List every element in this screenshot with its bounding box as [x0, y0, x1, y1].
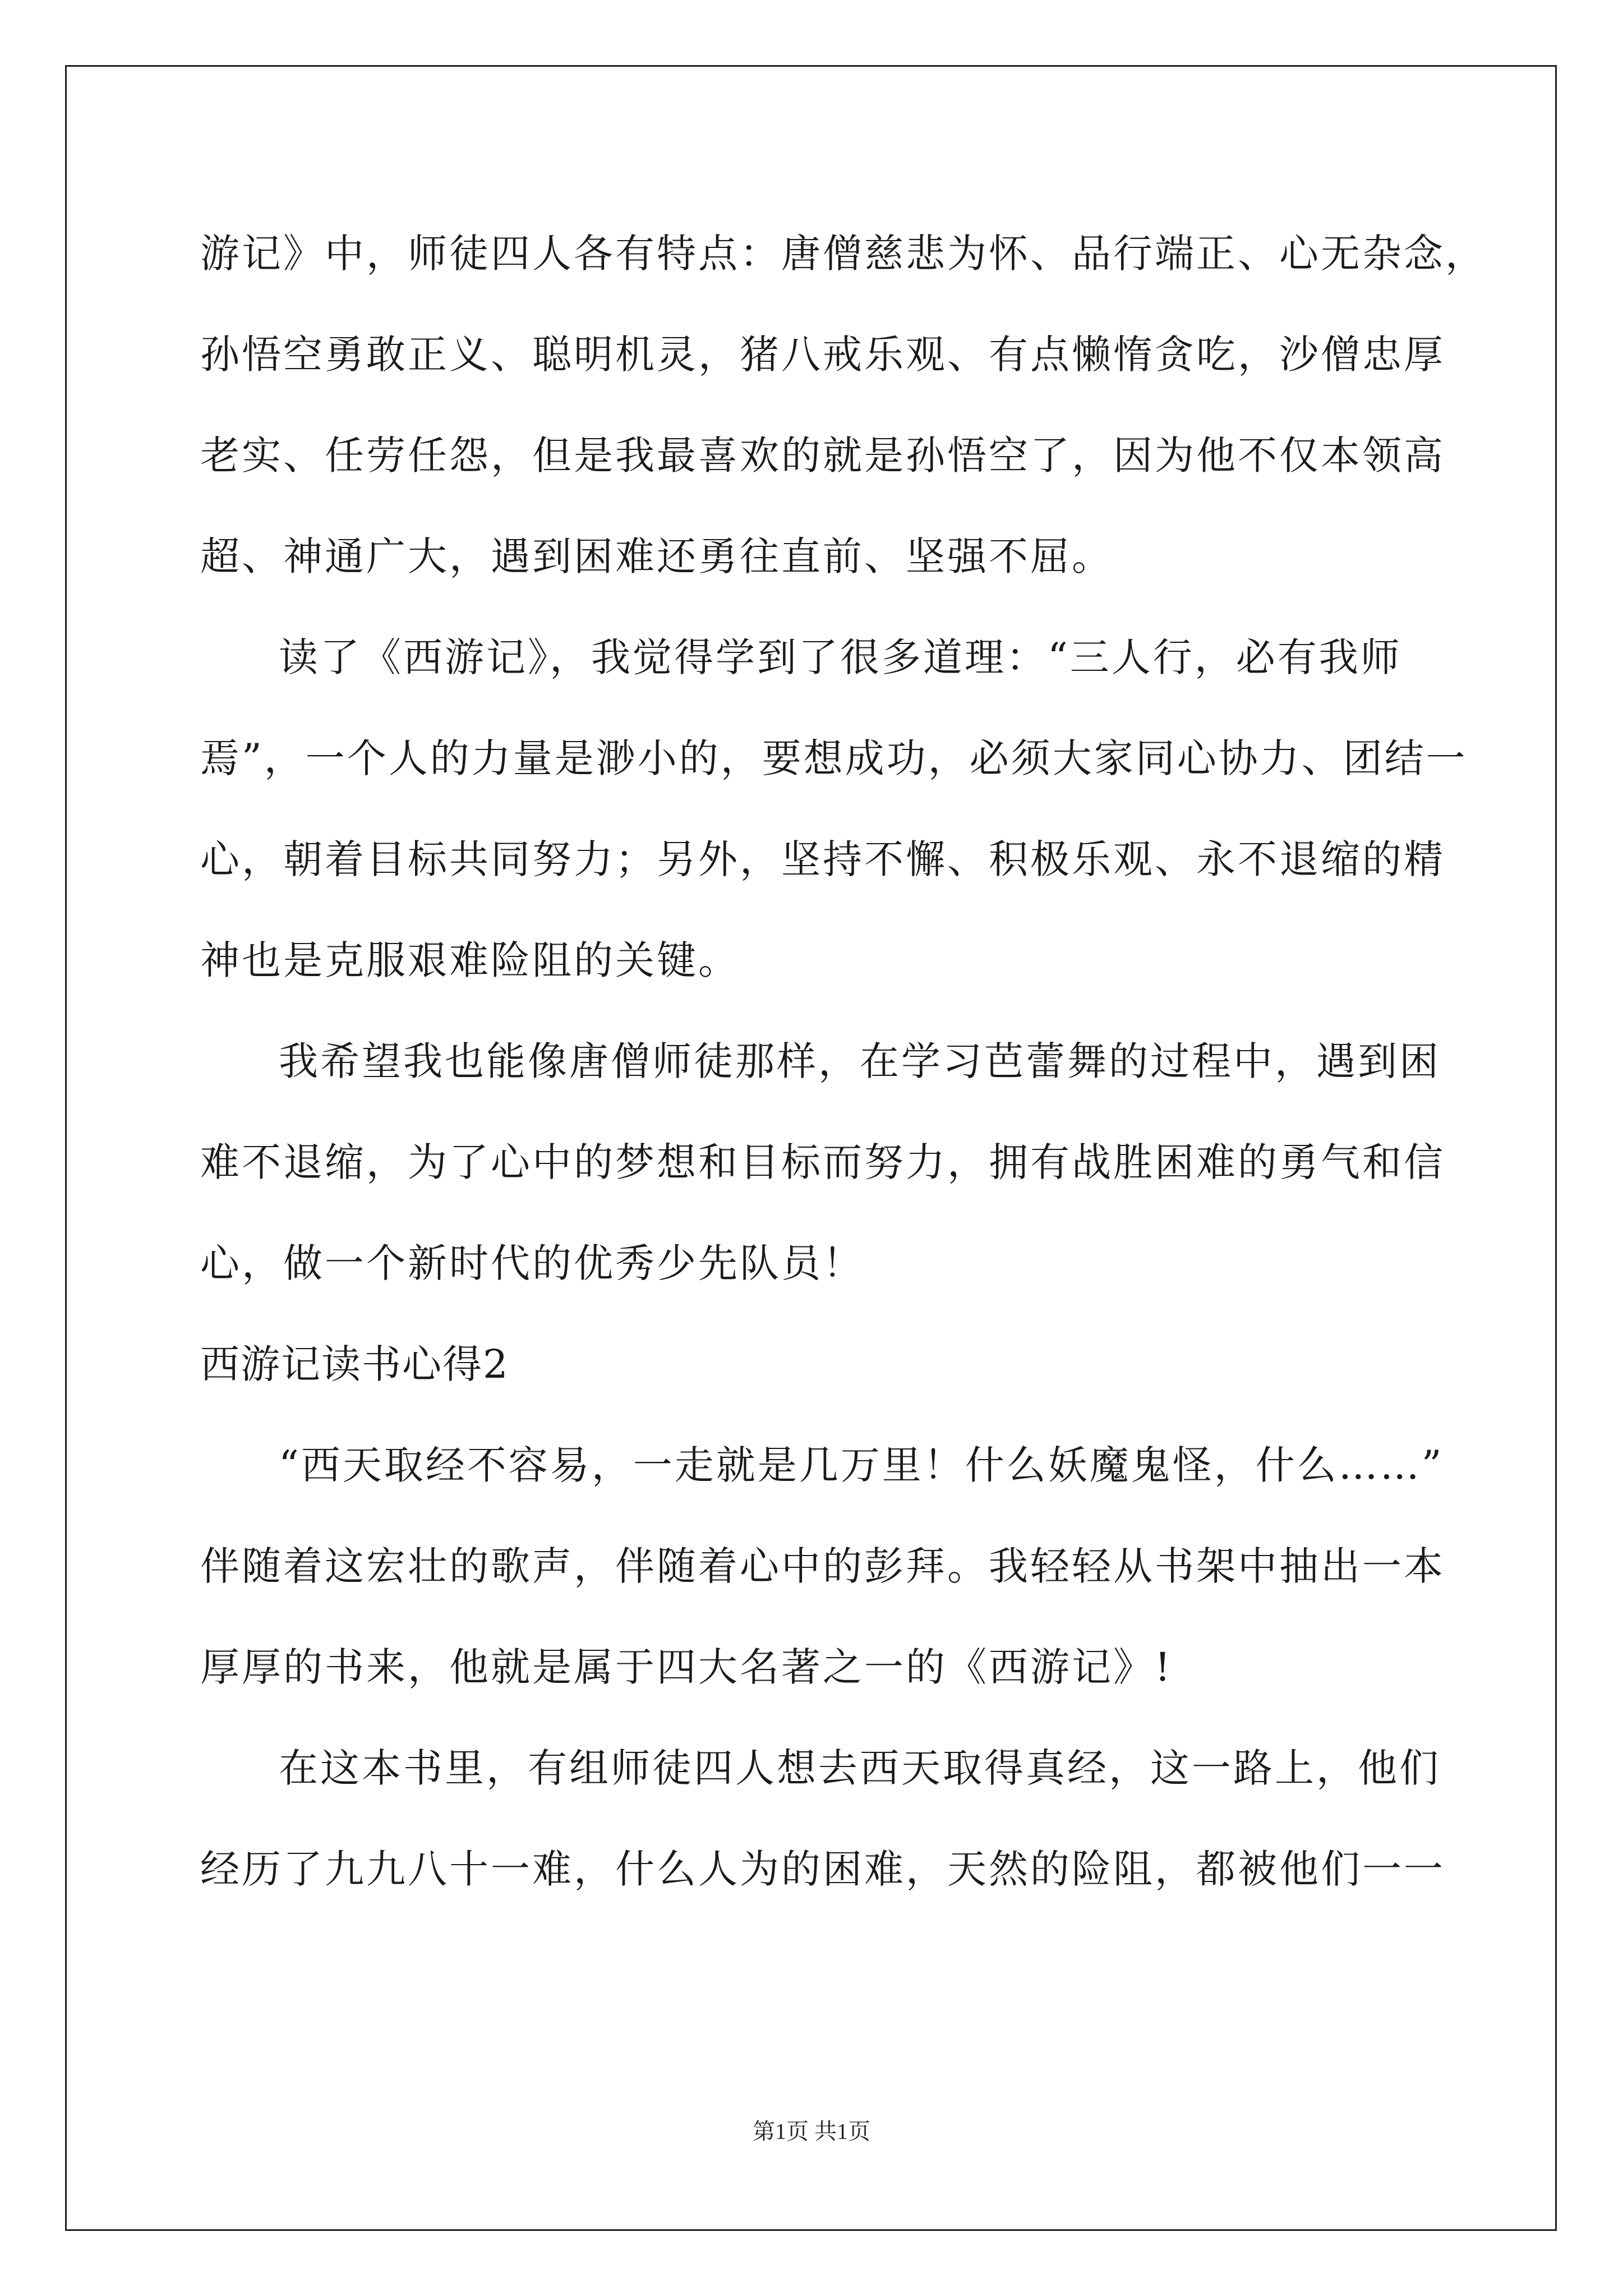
text-line: 厚厚的书来，他就是属于四大名著之一的《西游记》!: [200, 1644, 1173, 1690]
text-line: 老实、任劳任怨，但是我最喜欢的就是孙悟空了，因为他不仅本领高: [200, 432, 1445, 478]
section-heading: 西游记读书心得2: [200, 1341, 509, 1387]
text-line: 焉”，一个人的力量是渺小的，要想成功，必须大家同心协力、团结一: [200, 735, 1468, 781]
text-line: 心，做一个新时代的优秀少先队员！: [200, 1240, 864, 1286]
text-line: 游记》中，师徒四人各有特点：唐僧慈悲为怀、品行端正、心无杂念，: [200, 231, 1487, 277]
text-line: 伴随着这宏壮的歌声，伴随着心中的彭拜。我轻轻从书架中抽出一本: [200, 1543, 1445, 1589]
text-line: 孙悟空勇敢正义、聪明机灵，猪八戒乐观、有点懒惰贪吃，沙僧忠厚: [200, 332, 1445, 378]
paragraph-first-line: 读了《西游记》，我觉得学到了很多道理：“三人行，必有我师: [279, 634, 1402, 680]
paragraph-first-line: “西天取经不容易，一走就是几万里！什么妖魔鬼怪，什么……”: [279, 1442, 1444, 1488]
text-line: 神也是克服艰难险阻的关键。: [200, 937, 740, 983]
paragraph-first-line: 在这本书里，有组师徒四人想去西天取得真经，这一路上，他们: [279, 1745, 1441, 1791]
text-line: 超、神通广大，遇到困难还勇往直前、坚强不屈。: [200, 533, 1113, 579]
text-line: 心，朝着目标共同努力；另外，坚持不懈、积极乐观、永不退缩的精: [200, 836, 1445, 882]
page-number: 第1页 共1页: [753, 2119, 870, 2144]
text-line: 经历了九九八十一难，什么人为的困难，天然的险阻，都被他们一一: [200, 1846, 1445, 1892]
document-body: [200, 203, 1487, 1920]
paragraph-first-line: 我希望我也能像唐僧师徒那样，在学习芭蕾舞的过程中，遇到困: [279, 1038, 1441, 1084]
text-line: 难不退缩，为了心中的梦想和目标而努力，拥有战胜困难的勇气和信: [200, 1139, 1445, 1185]
